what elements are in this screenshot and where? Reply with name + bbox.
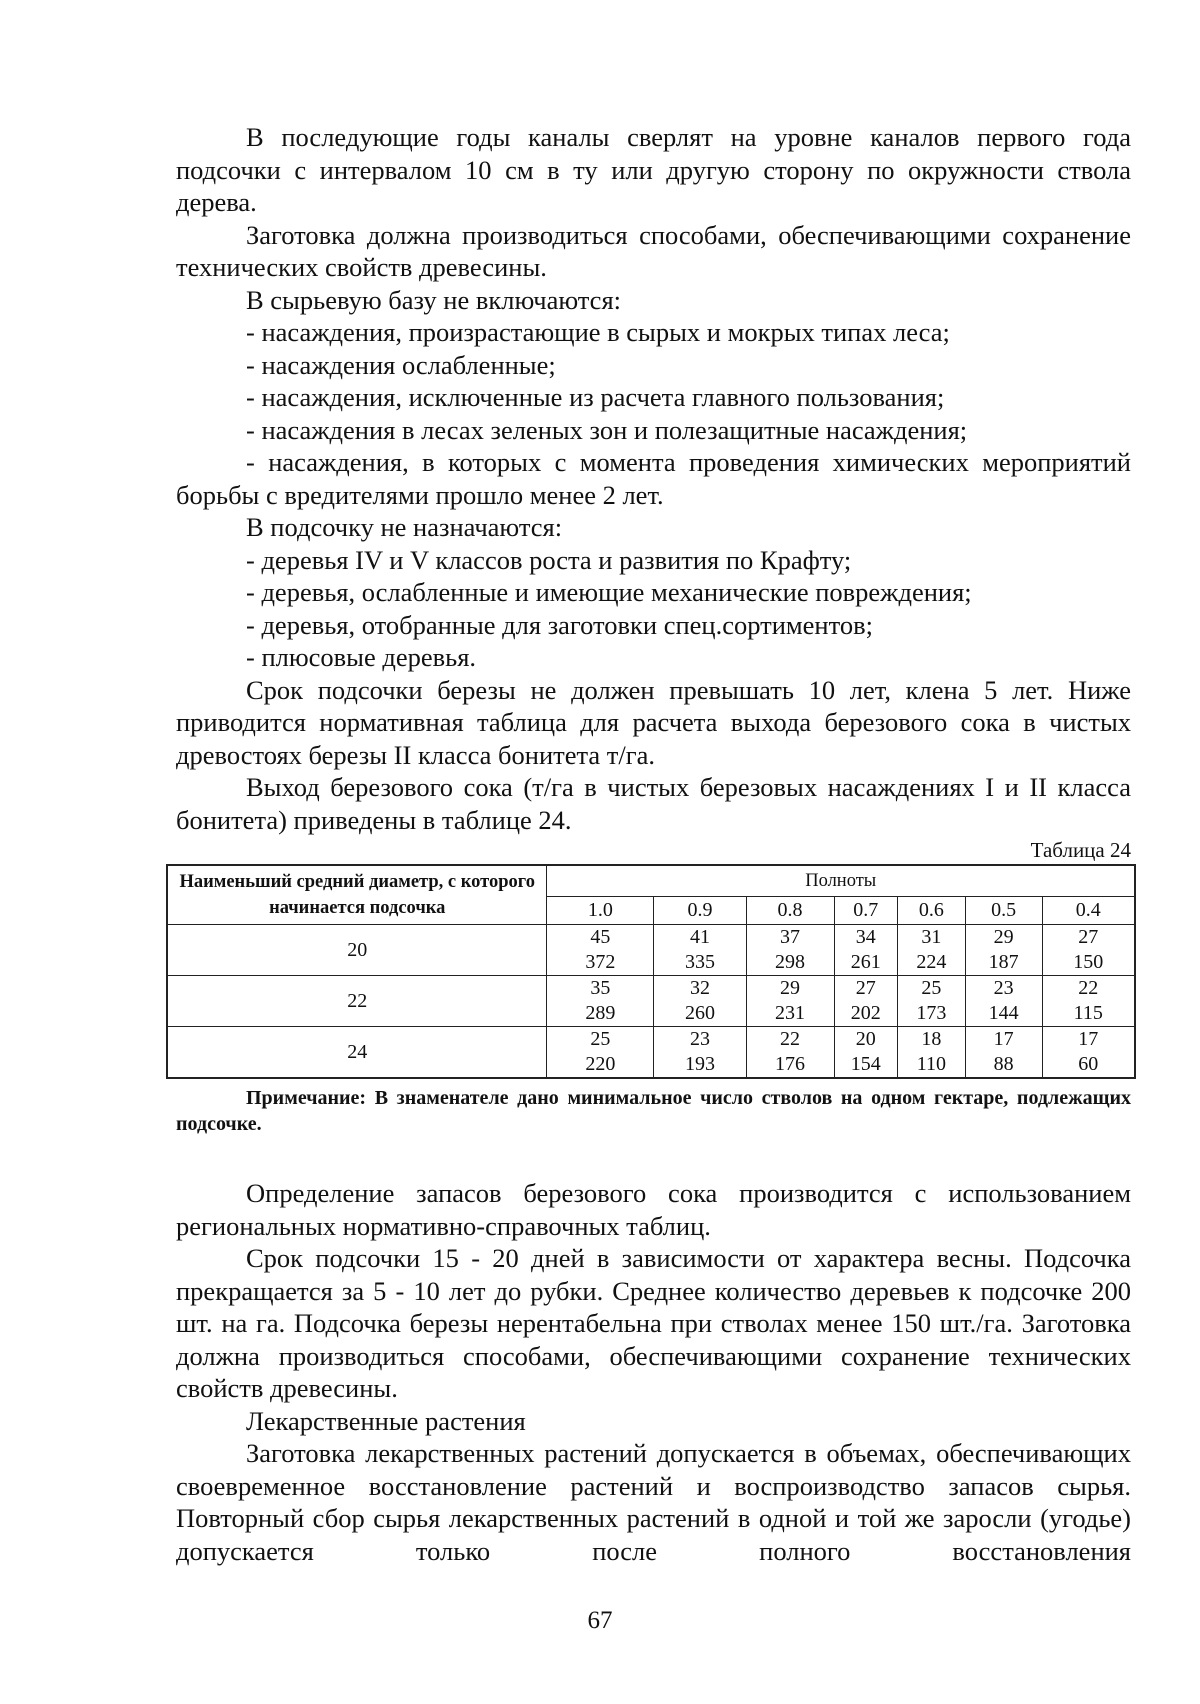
- list-item: - насаждения, исключенные из расчета главного пользования;: [246, 382, 945, 412]
- cell-bottom: 298: [775, 951, 806, 973]
- cell-top: 32: [689, 977, 710, 999]
- cell-bottom: 176: [775, 1053, 806, 1075]
- column-header: 0.8: [746, 897, 834, 925]
- value-cell: [654, 1027, 746, 1079]
- value-cell: [897, 976, 965, 1027]
- cell-bottom: 260: [684, 1002, 715, 1024]
- paragraph-sap-reserves: Определение запасов березового сока производится с использованием региональных нормативно-справочных таблиц.: [176, 1178, 1131, 1241]
- value-cell: [1042, 925, 1135, 976]
- column-header: 0.4: [1042, 897, 1135, 925]
- column-header: 0.7: [834, 897, 897, 925]
- cell-top: 17: [993, 1028, 1014, 1050]
- cell-bottom: 173: [916, 1002, 947, 1024]
- list-item: - деревья, отобранные для заготовки спец.сортиментов;: [246, 609, 873, 640]
- cell-bottom: 144: [988, 1002, 1019, 1024]
- document-page: [176, 121, 1131, 1567]
- cell-bottom: 187: [988, 951, 1019, 973]
- list-item: - деревья, ослабленные и имеющие механические повреждения;: [246, 577, 972, 607]
- cell-top: 41: [689, 926, 710, 948]
- value-cell: [965, 976, 1042, 1027]
- value-cell: [547, 925, 654, 976]
- cell-bottom: 193: [684, 1053, 715, 1075]
- cell-top: 23: [689, 1028, 710, 1050]
- value-cell: [547, 1027, 654, 1079]
- diameter-cell: 20: [167, 925, 547, 976]
- cell-top: 20: [855, 1028, 876, 1050]
- list-item: - деревья IV и V классов роста и развития по Крафту;: [246, 544, 852, 575]
- page-number: 67: [587, 1607, 613, 1634]
- value-cell: [547, 976, 654, 1027]
- cell-top: 37: [780, 926, 801, 948]
- cell-bottom: 154: [850, 1053, 881, 1075]
- exclusions-heading: В сырьевую базу не включаются:: [246, 284, 621, 315]
- table-row: [167, 976, 1135, 1027]
- list-item: - насаждения, в которых с момента проведения химических мероприятий борьбы с вредителями прошло менее 2 лет.: [176, 447, 1131, 510]
- not-assigned-heading: В подсочку не назначаются:: [246, 512, 563, 542]
- paragraph-sap-yield: Выход березового сока (т/га в чистых березовых насаждениях I и II класса бонитета) приведены в таблице 24.: [176, 772, 1131, 835]
- cell-bottom: 231: [775, 1002, 806, 1024]
- cell-top: 22: [1078, 977, 1099, 999]
- sap-yield-table: [166, 864, 1136, 1079]
- value-cell: [1042, 976, 1135, 1027]
- paragraph-tapping-term: Срок подсочки березы не должен превышать 10 лет, клена 5 лет. Ниже приводится нормативная таблица для расчета выхода березового сока в чистых древостоях березы II класса бонитета т/га.: [176, 674, 1131, 770]
- cell-top: 35: [590, 977, 611, 999]
- cell-bottom: 88: [993, 1053, 1014, 1075]
- column-header: 1.0: [547, 897, 654, 925]
- cell-top: 29: [993, 926, 1014, 948]
- column-header: 0.5: [965, 897, 1042, 925]
- cell-top: 31: [921, 926, 942, 948]
- cell-bottom: 110: [916, 1053, 946, 1075]
- value-cell: [654, 976, 746, 1027]
- value-cell: [834, 976, 897, 1027]
- cell-bottom: 115: [1073, 1002, 1103, 1024]
- value-cell: [834, 1027, 897, 1079]
- value-cell: [746, 976, 834, 1027]
- value-cell: [746, 925, 834, 976]
- table-row: [167, 925, 1135, 976]
- cell-bottom: 220: [585, 1053, 616, 1075]
- column-header: 0.9: [654, 897, 746, 925]
- value-cell: [746, 1027, 834, 1079]
- cell-top: 27: [855, 977, 876, 999]
- row-header-cell: Наименьший средний диаметр, с которого начинается подсочка: [167, 865, 547, 925]
- cell-bottom: 60: [1078, 1053, 1099, 1075]
- cell-top: 34: [855, 926, 876, 948]
- paragraph-medicinal-plants: Заготовка лекарственных растений допускается в объемах, обеспечивающих своевременное восстановление растений и воспроизводство запасов сырья. Повторный сбор сырья лекарственных растений в одной и той же заросли (угодье) допускается только после полного восстановления: [176, 1438, 1131, 1566]
- section-heading: Лекарственные растения: [246, 1405, 526, 1436]
- value-cell: [965, 1027, 1042, 1079]
- table-row: [167, 1027, 1135, 1079]
- paragraph-tapping-duration: Срок подсочки 15 - 20 дней в зависимости от характера весны. Подсочка прекращается за 5 - 10 лет до рубки. Среднее количество деревьев к подсочке 200 шт. на га. Подсочка березы нерентабельна при стволах менее 150 шт./га. Заготовка должна производиться способами, обеспечивающими сохранение технических свойств древесины.: [176, 1243, 1131, 1403]
- cell-top: 23: [993, 977, 1014, 999]
- value-cell: [1042, 1027, 1135, 1079]
- list-item: - насаждения, произрастающие в сырых и мокрых типах леса;: [246, 317, 950, 347]
- list-item: - плюсовые деревья.: [246, 642, 477, 672]
- cell-bottom: 150: [1073, 951, 1104, 973]
- cell-top: 29: [780, 977, 801, 999]
- table-note: Примечание: В знаменателе дано минимальное число стволов на одном гектаре, подлежащих подсочке.: [176, 1087, 1131, 1135]
- value-cell: [897, 925, 965, 976]
- cell-top: 25: [921, 977, 942, 999]
- diameter-cell: 22: [167, 976, 547, 1027]
- list-item: - насаждения в лесах зеленых зон и полезащитные насаждения;: [246, 414, 968, 445]
- cell-top: 17: [1078, 1028, 1099, 1050]
- value-cell: [834, 925, 897, 976]
- list-item: - насаждения ослабленные;: [246, 349, 556, 380]
- value-cell: [897, 1027, 965, 1079]
- paragraph-drilling-channels: В последующие годы каналы сверлят на уровне каналов первого года подсочки с интервалом 10 см в ту или другую сторону по окружности ствола дерева.: [176, 122, 1131, 217]
- cell-bottom: 372: [585, 951, 616, 973]
- cell-top: 27: [1078, 926, 1099, 948]
- value-cell: [965, 925, 1042, 976]
- cell-top: 18: [921, 1028, 942, 1050]
- table-header-row: [167, 865, 1135, 897]
- cell-top: 25: [590, 1028, 611, 1050]
- paragraph-harvest-methods: Заготовка должна производиться способами, обеспечивающими сохранение технических свойств древесины.: [176, 219, 1131, 282]
- cell-top: 45: [590, 926, 611, 948]
- cell-top: 22: [780, 1028, 801, 1050]
- group-header-cell: Полноты: [547, 865, 1135, 897]
- cell-bottom: 261: [850, 951, 881, 973]
- column-header: 0.6: [897, 897, 965, 925]
- table-caption: Таблица 24: [1030, 838, 1131, 862]
- diameter-cell: 24: [167, 1027, 547, 1079]
- cell-bottom: 289: [585, 1002, 616, 1024]
- section-gap: [176, 1137, 1131, 1177]
- cell-bottom: 224: [916, 951, 947, 973]
- cell-bottom: 335: [684, 951, 715, 973]
- cell-bottom: 202: [850, 1002, 881, 1024]
- value-cell: [654, 925, 746, 976]
